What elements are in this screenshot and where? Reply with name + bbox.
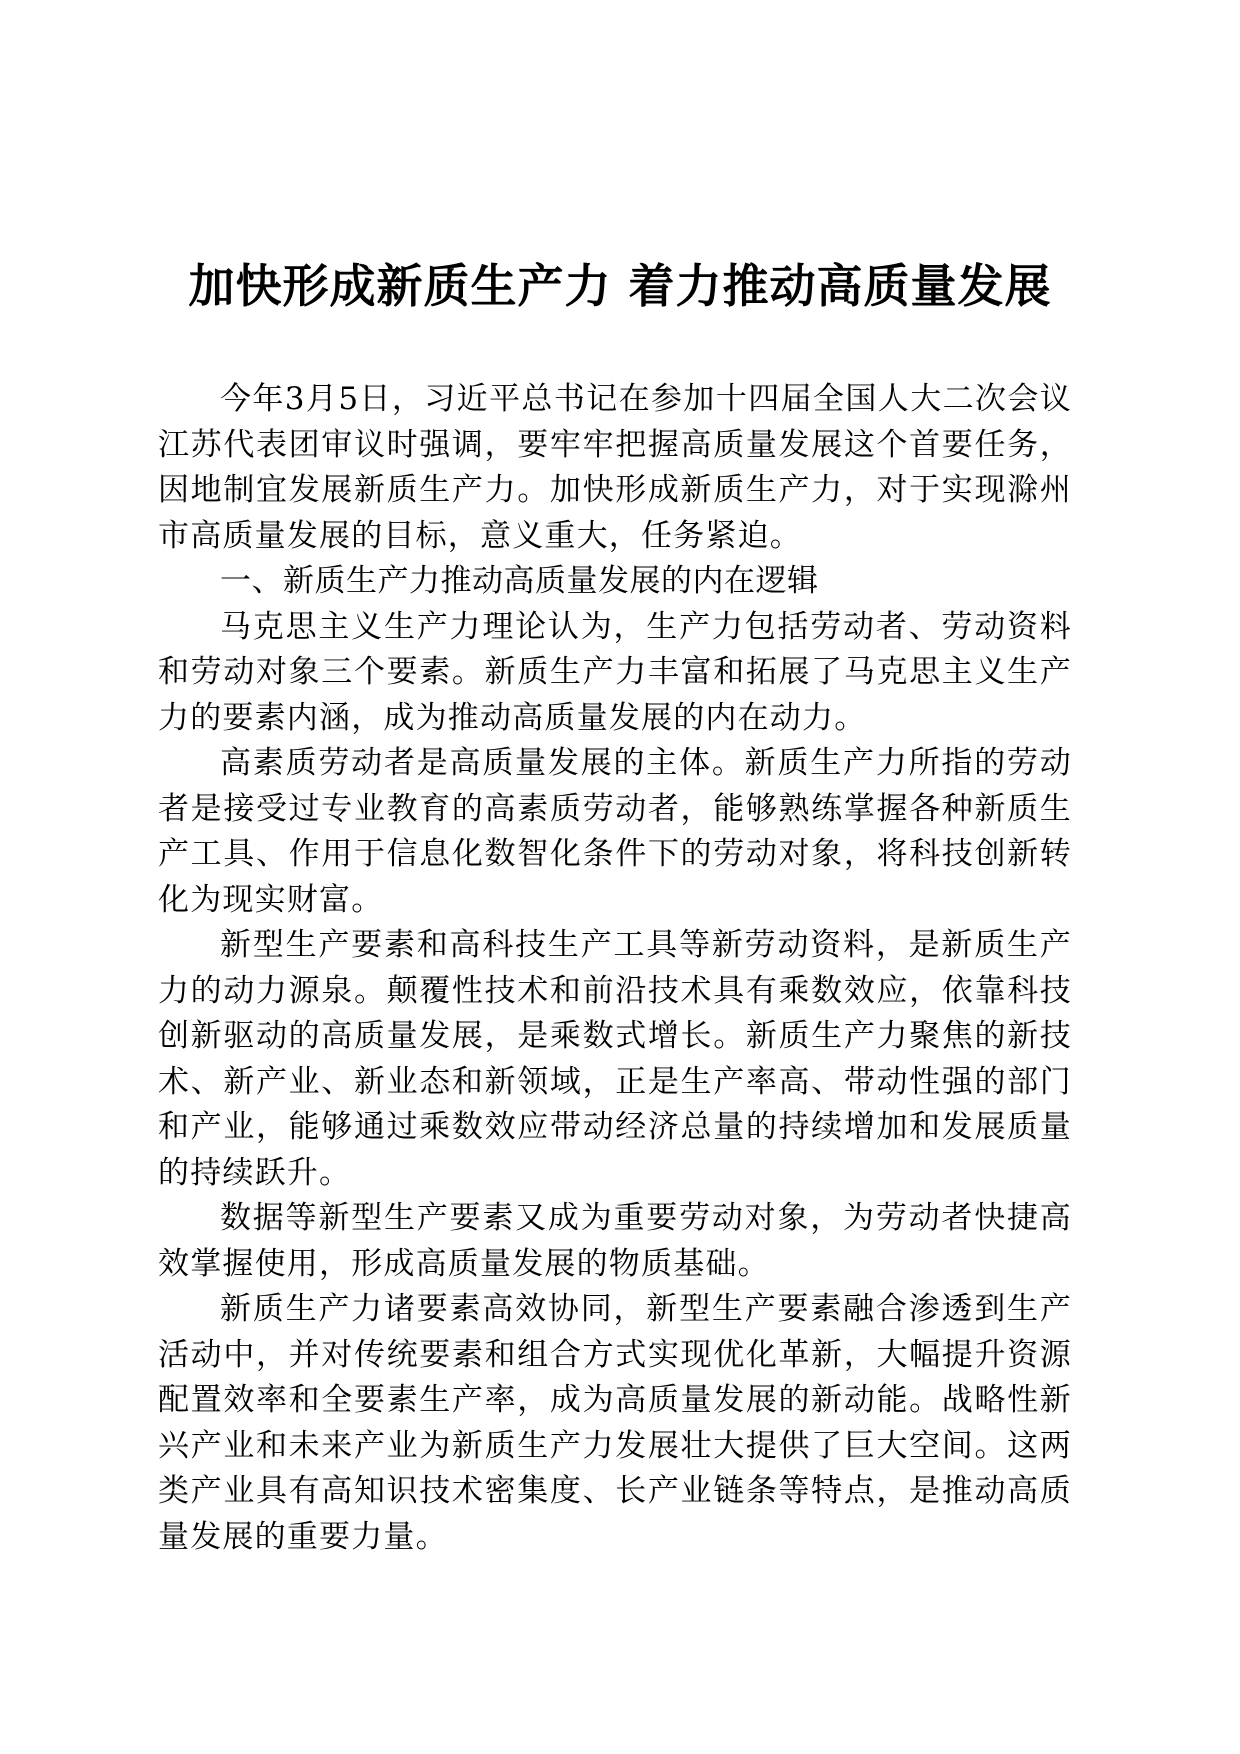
section-heading-1: 一、新质生产力推动高质量发展的内在逻辑	[220, 563, 819, 599]
paragraph-labor-objects: 数据等新型生产要素又成为重要劳动对象，为劳动者快捷高效掌握使用，形成高质量发展的物质基础。	[158, 1200, 1072, 1282]
paragraph-laborers: 高素质劳动者是高质量发展的主体。新质生产力所指的劳动者是接受过专业教育的高素质劳动者，能够熟练掌握各种新质生产工具、作用于信息化数智化条件下的劳动对象，将科技创新转化为现实财富。	[158, 745, 1072, 918]
paragraph-marxist-theory: 马克思主义生产力理论认为，生产力包括劳动者、劳动资料和劳动对象三个要素。新质生产力丰富和拓展了马克思主义生产力的要素内涵，成为推动高质量发展的内在动力。	[158, 608, 1072, 736]
document-body	[158, 377, 1072, 1560]
paragraph-intro: 今年3月5日，习近平总书记在参加十四届全国人大二次会议江苏代表团审议时强调，要牢牢把握高质量发展这个首要任务，因地制宜发展新质生产力。加快形成新质生产力，对于实现滁州市高质量发展的目标，意义重大，任务紧迫。	[158, 381, 1072, 554]
paragraph-labor-materials: 新型生产要素和高科技生产工具等新劳动资料，是新质生产力的动力源泉。颠覆性技术和前沿技术具有乘数效应，依靠科技创新驱动的高质量发展，是乘数式增长。新质生产力聚焦的新技术、新产业、新业态和新领域，正是生产率高、带动性强的部门和产业，能够通过乘数效应带动经济总量的持续增加和发展质量的持续跃升。	[158, 927, 1072, 1191]
paragraph-synergy: 新质生产力诸要素高效协同，新型生产要素融合渗透到生产活动中，并对传统要素和组合方式实现优化革新，大幅提升资源配置效率和全要素生产率，成为高质量发展的新动能。战略性新兴产业和未来产业为新质生产力发展壮大提供了巨大空间。这两类产业具有高知识技术密集度、长产业链条等特点，是推动高质量发展的重要力量。	[158, 1291, 1072, 1555]
document-title: 加快形成新质生产力 着力推动高质量发展	[188, 259, 1052, 313]
